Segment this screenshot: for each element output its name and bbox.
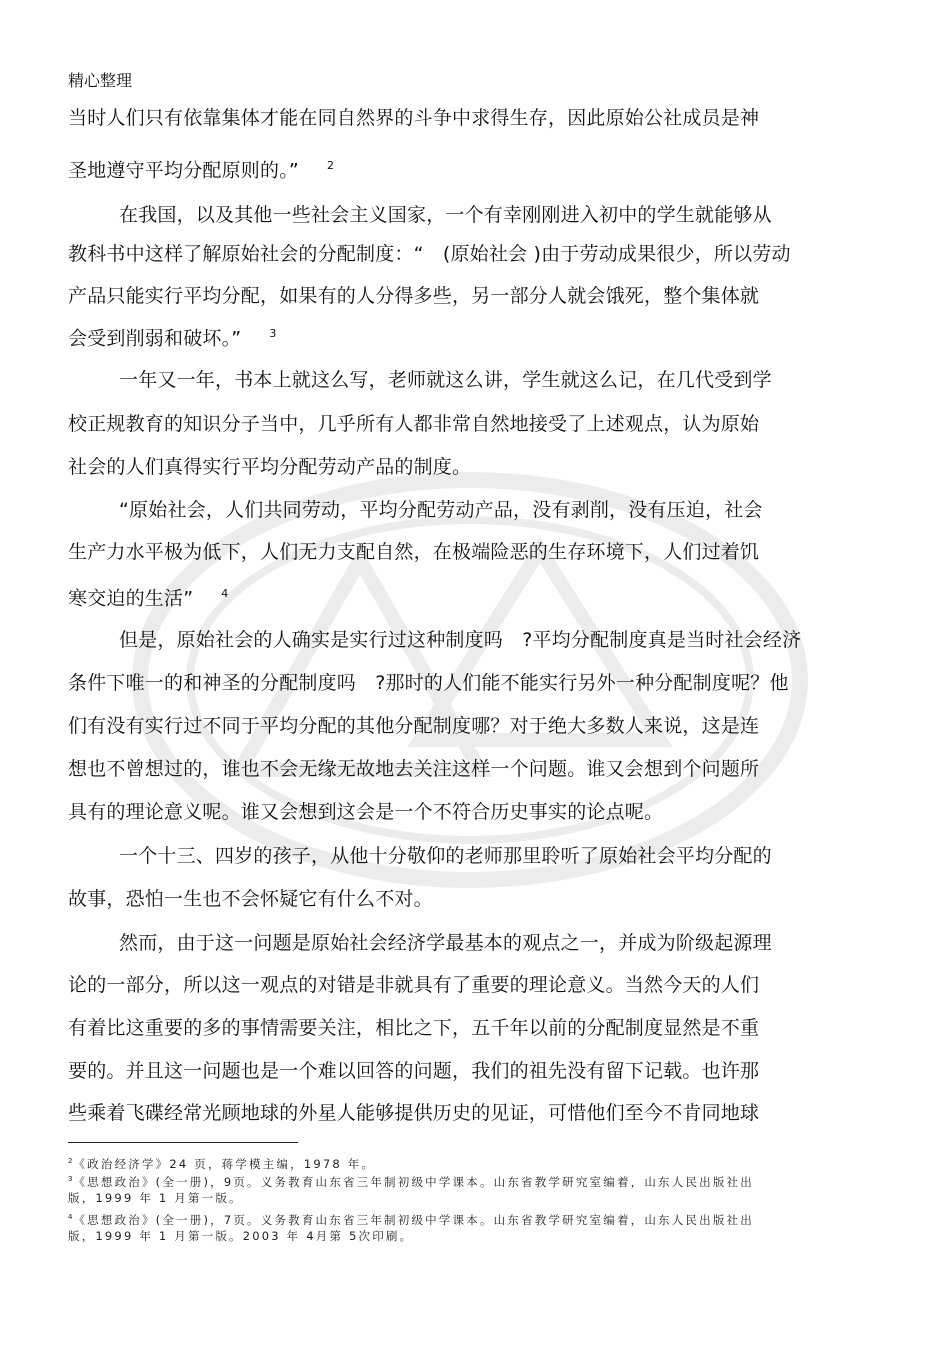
footnote-3-continued: 版，1999 年 1 月第一版。: [68, 1191, 243, 1205]
footnote-marker: 4: [221, 587, 229, 600]
footnote-4-continued: 版，1999 年 1 月第一版。2003 年 4月第 5次印刷。: [68, 1229, 414, 1243]
text-line: 条件下唯一的和神圣的分配制度吗 ?那时的人们能不能实行另外一种分配制度呢？他: [68, 672, 789, 694]
text-line: 圣地遵守平均分配原则的。” $^2$: [68, 159, 335, 182]
text-line: “原始社会，人们共同劳动，平均分配劳动产品，没有剥削，没有压迫，社会: [119, 499, 763, 521]
text-line: 校正规教育的知识分子当中，几乎所有人都非常自然地接受了上述观点，认为原始: [68, 413, 760, 435]
text-line: 们有没有实行过不同于平均分配的其他分配制度哪？对于绝大多数人来说，这是连: [68, 715, 760, 737]
footnote-3: $^3$《思想政治》(全一册)，9页。义务教育山东省三年制初级中学课本。山东省教学研究室编着，山东人民出版社出: [68, 1174, 754, 1189]
text-line: 会受到削弱和破坏。” $^3$: [68, 327, 277, 350]
footnote-marker: 3: [269, 327, 277, 340]
footnote-4: $^4$《思想政治》(全一册)，7页。义务教育山东省三年制初级中学课本。山东省教学研究室编着，山东人民出版社出: [68, 1212, 754, 1227]
footnote-divider: [68, 1142, 298, 1143]
text-line: 生产力水平极为低下，人们无力支配自然，在极端险恶的生存环境下，人们过着饥: [68, 541, 760, 563]
text-line: 要的。并且这一问题也是一个难以回答的问题，我们的祖先没有留下记载。也许那: [68, 1060, 760, 1082]
text-line: 然而，由于这一问题是原始社会经济学最基本的观点之一，并成为阶级起源理: [119, 932, 772, 954]
footnote-marker: 2: [326, 159, 335, 172]
text-line: 在我国，以及其他一些社会主义国家，一个有幸刚刚进入初中的学生就能够从: [119, 204, 772, 226]
text-line: 有着比这重要的多的事情需要关注，相比之下，五千年以前的分配制度显然是不重: [68, 1017, 760, 1039]
footnote-2: $^2$《政治经济学》24 页，蒋学模主编，1978 年。: [68, 1156, 376, 1171]
text-line: 当时人们只有依靠集体才能在同自然界的斗争中求得生存，因此原始公社成员是神: [68, 107, 760, 129]
text-line: 但是，原始社会的人确实是实行过这种制度吗 ?平均分配制度真是当时社会经济: [119, 629, 802, 651]
page-header: 精心整理: [68, 71, 133, 90]
text-line: 一年又一年，书本上就这么写，老师就这么讲，学生就这么记，在几代受到学: [119, 369, 772, 391]
text-line: 教科书中这样了解原始社会的分配制度：“ (原始社会 )由于劳动成果很少，所以劳动: [68, 243, 791, 265]
text-line: 具有的理论意义呢。谁又会想到这会是一个不符合历史事实的论点呢。: [68, 801, 664, 823]
text-line: 些乘着飞碟经常光顾地球的外星人能够提供历史的见证，可惜他们至今不肯同地球: [68, 1102, 760, 1124]
text-line: 社会的人们真得实行平均分配劳动产品的制度。: [68, 456, 472, 478]
text-line: 故事，恐怕一生也不会怀疑它有什么不对。: [68, 888, 433, 910]
text-line: 寒交迫的生活” $^4$: [68, 587, 229, 610]
text-line: 产品只能实行平均分配，如果有的人分得多些，另一部分人就会饿死，整个集体就: [68, 285, 760, 307]
text-line: 一个十三、四岁的孩子，从他十分敬仰的老师那里聆听了原始社会平均分配的: [119, 845, 772, 867]
text-line: 想也不曾想过的，谁也不会无缘无故地去关注这样一个问题。谁又会想到个问题所: [68, 758, 760, 780]
text-line: 论的一部分，所以这一观点的对错是非就具有了重要的理论意义。当然今天的人们: [68, 974, 760, 996]
